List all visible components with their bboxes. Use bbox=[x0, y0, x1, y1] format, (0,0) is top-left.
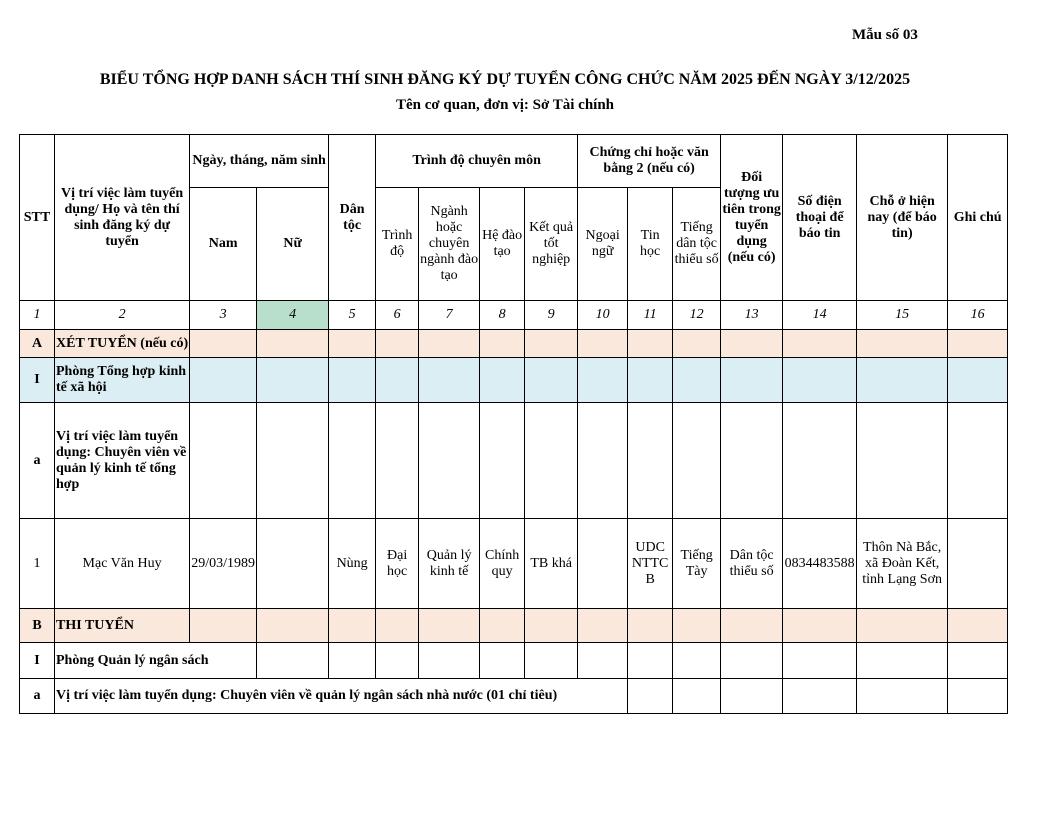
candidate-address: Thôn Nà Bắc, xã Đoàn Kết, tỉnh Lạng Sơn bbox=[857, 519, 948, 609]
candidate-it: UDC NTTC B bbox=[628, 519, 673, 609]
col-female-header: Nữ bbox=[257, 188, 329, 301]
col-position-header: Vị trí việc làm tuyển dụng/ Họ và tên thí sinh đăng ký dự tuyển bbox=[55, 135, 190, 301]
col-number: 3 bbox=[190, 301, 257, 330]
document-title: BIỂU TỔNG HỢP DANH SÁCH THÍ SINH ĐĂNG KÝ DỰ TUYỂN CÔNG CHỨC NĂM 2025 ĐẾN NGÀY 3/12/2025 bbox=[99, 71, 911, 88]
col-priority-header: Đối tượng ưu tiên trong tuyển dụng (nếu có) bbox=[721, 135, 783, 301]
col-birthdate-header: Ngày, tháng, năm sinh bbox=[190, 135, 329, 188]
col-number: 7 bbox=[419, 301, 480, 330]
col-number: 10 bbox=[578, 301, 628, 330]
candidate-note bbox=[948, 519, 1008, 609]
col-qualification-header: Trình độ chuyên môn bbox=[376, 135, 578, 188]
table-row bbox=[20, 519, 1008, 609]
col-male-header: Nam bbox=[190, 188, 257, 301]
col-note-header: Ghi chú bbox=[948, 135, 1008, 301]
col-training-header: Hệ đào tạo bbox=[480, 188, 525, 301]
section-label: Phòng Tổng hợp kinh tế xã hội bbox=[55, 358, 190, 403]
section-code: a bbox=[20, 403, 55, 519]
col-number: 16 bbox=[948, 301, 1008, 330]
col-ethnicity-header: Dân tộc bbox=[329, 135, 376, 301]
section-label: Vị trí việc làm tuyển dụng: Chuyên viên về quản lý ngân sách nhà nước (01 chỉ tiêu) bbox=[55, 679, 628, 714]
section-code: a bbox=[20, 679, 55, 714]
col-number: 5 bbox=[329, 301, 376, 330]
col-major-header: Ngành hoặc chuyên ngành đào tạo bbox=[419, 188, 480, 301]
form-number: Mẫu số 03 bbox=[852, 27, 918, 43]
section-a-position-row bbox=[20, 403, 1008, 519]
col-phone-header: Số điện thoại để báo tin bbox=[783, 135, 857, 301]
agency-name: Tên cơ quan, đơn vị: Sở Tài chính bbox=[395, 97, 615, 113]
col-number: 11 bbox=[628, 301, 673, 330]
section-code: I bbox=[20, 358, 55, 403]
candidate-name: Mạc Văn Huy bbox=[55, 519, 190, 609]
col-grade-header: Kết quả tốt nghiệp bbox=[525, 188, 578, 301]
col-number: 12 bbox=[673, 301, 721, 330]
candidate-training: Chính quy bbox=[480, 519, 525, 609]
col-number: 13 bbox=[721, 301, 783, 330]
col-number: 1 bbox=[20, 301, 55, 330]
candidate-priority: Dân tộc thiểu số bbox=[721, 519, 783, 609]
col-number: 9 bbox=[525, 301, 578, 330]
col-certificates-header: Chứng chỉ hoặc văn bằng 2 (nếu có) bbox=[578, 135, 721, 188]
section-code: A bbox=[20, 330, 55, 358]
col-address-header: Chỗ ở hiện nay (để báo tin) bbox=[857, 135, 948, 301]
section-a-row bbox=[20, 330, 1008, 358]
col-number: 8 bbox=[480, 301, 525, 330]
section-label: XÉT TUYỂN (nếu có) bbox=[55, 330, 190, 358]
col-number: 6 bbox=[376, 301, 419, 330]
col-it-header: Tin học bbox=[628, 188, 673, 301]
section-b-row bbox=[20, 609, 1008, 643]
col-level-header: Trình độ bbox=[376, 188, 419, 301]
col-foreign-lang-header: Ngoại ngữ bbox=[578, 188, 628, 301]
col-number: 14 bbox=[783, 301, 857, 330]
col-stt-header: STT bbox=[20, 135, 55, 301]
candidate-dob-female bbox=[257, 519, 329, 609]
section-code: I bbox=[20, 643, 55, 679]
section-code: B bbox=[20, 609, 55, 643]
section-label: Phòng Quản lý ngân sách bbox=[55, 643, 257, 679]
col-number: 4 bbox=[257, 301, 329, 330]
candidate-grade: TB khá bbox=[525, 519, 578, 609]
col-minority-lang-header: Tiếng dân tộc thiểu số bbox=[673, 188, 721, 301]
section-b-position-row bbox=[20, 679, 1008, 714]
col-number: 15 bbox=[857, 301, 948, 330]
candidate-foreign-lang bbox=[578, 519, 628, 609]
candidate-level: Đại học bbox=[376, 519, 419, 609]
col-number: 2 bbox=[55, 301, 190, 330]
candidate-table bbox=[19, 134, 1008, 714]
header-row-1 bbox=[20, 135, 1008, 188]
candidate-stt: 1 bbox=[20, 519, 55, 609]
candidate-ethnicity: Nùng bbox=[329, 519, 376, 609]
candidate-major: Quản lý kinh tế bbox=[419, 519, 480, 609]
candidate-phone: 0834483588 bbox=[783, 519, 857, 609]
section-label: THI TUYỂN bbox=[55, 609, 190, 643]
column-number-row bbox=[20, 301, 1008, 330]
candidate-minority-lang: Tiếng Tày bbox=[673, 519, 721, 609]
section-a-dept-row bbox=[20, 358, 1008, 403]
candidate-dob-male: 29/03/1989 bbox=[190, 519, 257, 609]
section-b-dept-row bbox=[20, 643, 1008, 679]
section-label: Vị trí việc làm tuyển dụng: Chuyên viên về quản lý kinh tế tổng hợp bbox=[55, 403, 190, 519]
